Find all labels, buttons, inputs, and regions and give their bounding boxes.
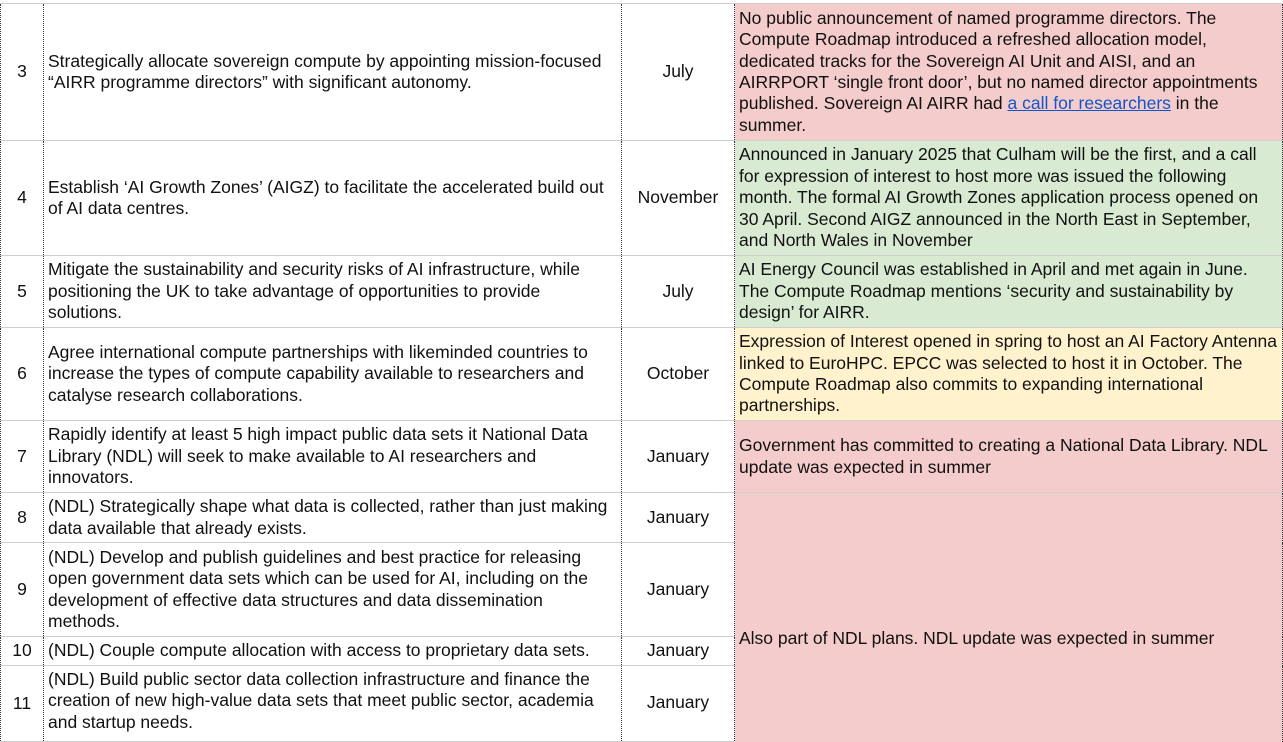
date-cell[interactable]: November: [622, 141, 735, 256]
table-row: [1, 328, 1283, 421]
date-cell[interactable]: January: [622, 543, 735, 637]
recommendation-cell[interactable]: (NDL) Couple compute allocation with access to proprietary data sets.: [44, 637, 622, 666]
row-number-cell[interactable]: 9: [1, 543, 44, 637]
merged-progress-cell[interactable]: Also part of NDL plans. NDL update was expected in summer: [735, 493, 1283, 742]
progress-cell[interactable]: AI Energy Council was established in April and met again in June. The Compute Roadmap mentions ‘security and sustainability by design’ for AIRR.: [735, 256, 1283, 328]
date-cell[interactable]: January: [622, 637, 735, 666]
progress-text-end: in the summer.: [739, 93, 1219, 135]
recommendation-cell[interactable]: Establish ‘AI Growth Zones’ (AIGZ) to facilitate the accelerated build out of AI data centres.: [44, 141, 622, 256]
progress-text: No public announcement of named programme directors. The Compute Roadmap introduced a refreshed allocation model, dedicated tracks for the Sovereign AI Unit and AISI, and an AIRRPORT ‘single front door’, but no named director appointments published. Sovereign AI AIRR had: [739, 7, 1258, 114]
row-number-cell[interactable]: 11: [1, 666, 44, 742]
date-cell[interactable]: January: [622, 493, 735, 543]
recommendation-cell[interactable]: Rapidly identify at least 5 high impact public data sets it National Data Library (NDL) will seek to make available to AI researchers and innovators.: [44, 421, 622, 493]
recommendations-table: [0, 3, 1283, 742]
table-row: [1, 421, 1283, 493]
table-row: [1, 141, 1283, 256]
recommendation-cell[interactable]: Mitigate the sustainability and security risks of AI infrastructure, while positioning the UK to take advantage of opportunities to provide solutions.: [44, 256, 622, 328]
recommendation-cell[interactable]: (NDL) Strategically shape what data is collected, rather than just making data available that already exists.: [44, 493, 622, 543]
row-number-cell[interactable]: 7: [1, 421, 44, 493]
recommendation-cell[interactable]: (NDL) Build public sector data collection infrastructure and finance the creation of new high-value data sets that meet public sector, academia and startup needs.: [44, 666, 622, 742]
date-cell[interactable]: July: [622, 4, 735, 141]
call-for-researchers-link[interactable]: a call for researchers: [1007, 93, 1171, 114]
progress-cell[interactable]: Expression of Interest opened in spring to host an AI Factory Antenna linked to EuroHPC. EPCC was selected to host it in October. The Compute Roadmap also commits to expanding international partnerships.: [735, 328, 1283, 421]
row-number-cell[interactable]: 3: [1, 4, 44, 141]
table-row: [1, 493, 1283, 543]
recommendation-cell[interactable]: Agree international compute partnerships with likeminded countries to increase the types of compute capability available to researchers and catalyse research collaborations.: [44, 328, 622, 421]
recommendation-cell[interactable]: (NDL) Develop and publish guidelines and best practice for releasing open government data sets which can be used for AI, including on the development of effective data structures and data dissemination methods.: [44, 543, 622, 637]
row-number-cell[interactable]: 10: [1, 637, 44, 666]
date-cell[interactable]: January: [622, 421, 735, 493]
row-number-cell[interactable]: 8: [1, 493, 44, 543]
date-cell[interactable]: July: [622, 256, 735, 328]
row-number-cell[interactable]: 5: [1, 256, 44, 328]
table-row: [1, 4, 1283, 141]
recommendation-cell[interactable]: Strategically allocate sovereign compute by appointing mission-focused “AIRR programme directors” with significant autonomy.: [44, 4, 622, 141]
date-cell[interactable]: October: [622, 328, 735, 421]
row-number-cell[interactable]: 4: [1, 141, 44, 256]
row-number-cell[interactable]: 6: [1, 328, 44, 421]
date-cell[interactable]: January: [622, 666, 735, 742]
progress-cell[interactable]: Government has committed to creating a National Data Library. NDL update was expected in summer: [735, 421, 1283, 493]
table-row: [1, 256, 1283, 328]
progress-cell[interactable]: Announced in January 2025 that Culham will be the first, and a call for expression of interest to host more was issued the following month. The formal AI Growth Zones application process opened on 30 April. Second AIGZ announced in the North East in September, and North Wales in November: [735, 141, 1283, 256]
progress-cell[interactable]: [735, 4, 1283, 141]
